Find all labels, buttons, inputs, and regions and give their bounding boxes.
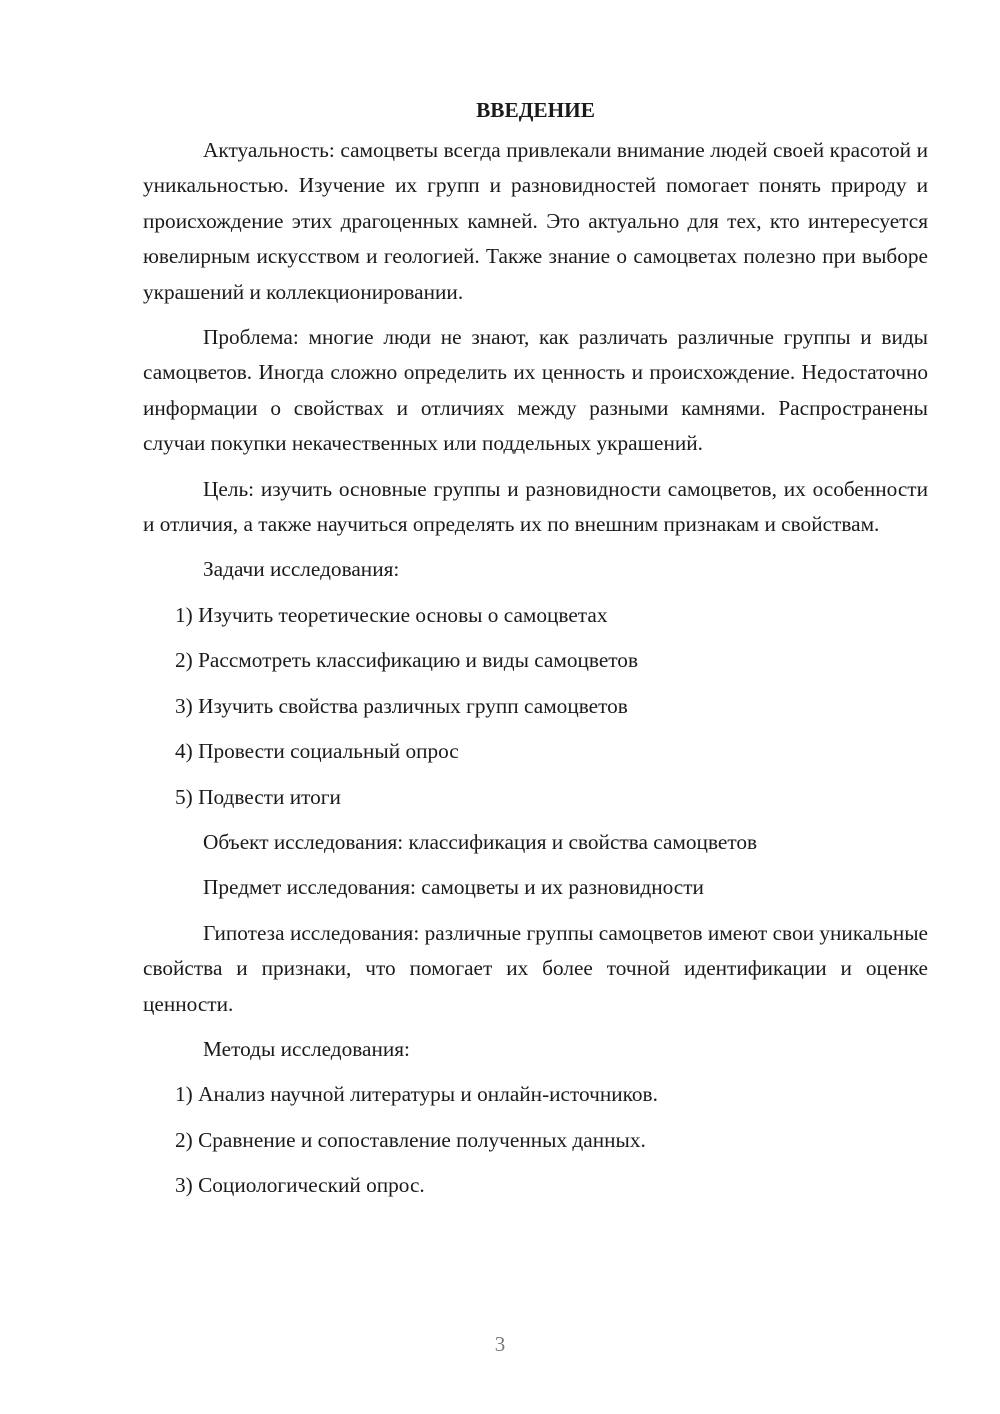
list-item: 5) Подвести итоги — [175, 784, 341, 809]
hypothesis-paragraph: Гипотеза исследования: различные группы самоцветов имеют свои уникальные свойства и признаки, что помогает их более точной идентификации и оценке ценности. — [143, 920, 928, 1016]
page-title: ВВЕДЕНИЕ — [476, 98, 595, 122]
list-item: 2) Рассмотреть классификацию и виды самоцветов — [175, 648, 638, 673]
methods-heading: Методы исследования: — [203, 1036, 410, 1061]
list-item: 3) Изучить свойства различных групп самоцветов — [175, 693, 628, 718]
tasks-list — [143, 598, 928, 815]
list-item: 1) Изучить теоретические основы о самоцветах — [175, 602, 608, 627]
subject-paragraph: Предмет исследования: самоцветы и их разновидности — [203, 875, 704, 900]
list-item: 3) Социологический опрос. — [175, 1173, 425, 1198]
object-paragraph: Объект исследования: классификация и свойства самоцветов — [203, 829, 758, 854]
relevance-paragraph: Актуальность: самоцветы всегда привлекали внимание людей своей красотой и уникальностью. Изучение их групп и разновидностей помогает понять природу и происхождение этих драгоценных камней. Это актуально для тех, кто интересуется ювелирным искусством и геологией. Также знание о самоцветах полезно при выборе украшений и коллекционировании. — [143, 138, 928, 304]
list-item: 4) Провести социальный опрос — [175, 739, 459, 764]
page-number: 3 — [494, 1332, 506, 1356]
list-item: 2) Сравнение и сопоставление полученных данных. — [175, 1127, 646, 1152]
list-item: 1) Анализ научной литературы и онлайн-источников. — [175, 1082, 658, 1107]
goal-paragraph: Цель: изучить основные группы и разновидности самоцветов, их особенности и отличия, а также научиться определять их по внешним признакам и свойствам. — [143, 476, 928, 537]
tasks-heading: Задачи исследования: — [203, 557, 400, 582]
methods-list — [143, 1077, 928, 1203]
document-page — [143, 92, 928, 1214]
problem-paragraph: Проблема: многие люди не знают, как различать различные группы и виды самоцветов. Иногда сложно определить их ценность и происхождение. Недостаточно информации о свойствах и отличиях между разными камнями. Распространены случаи покупки некачественных или поддельных украшений. — [143, 325, 928, 456]
